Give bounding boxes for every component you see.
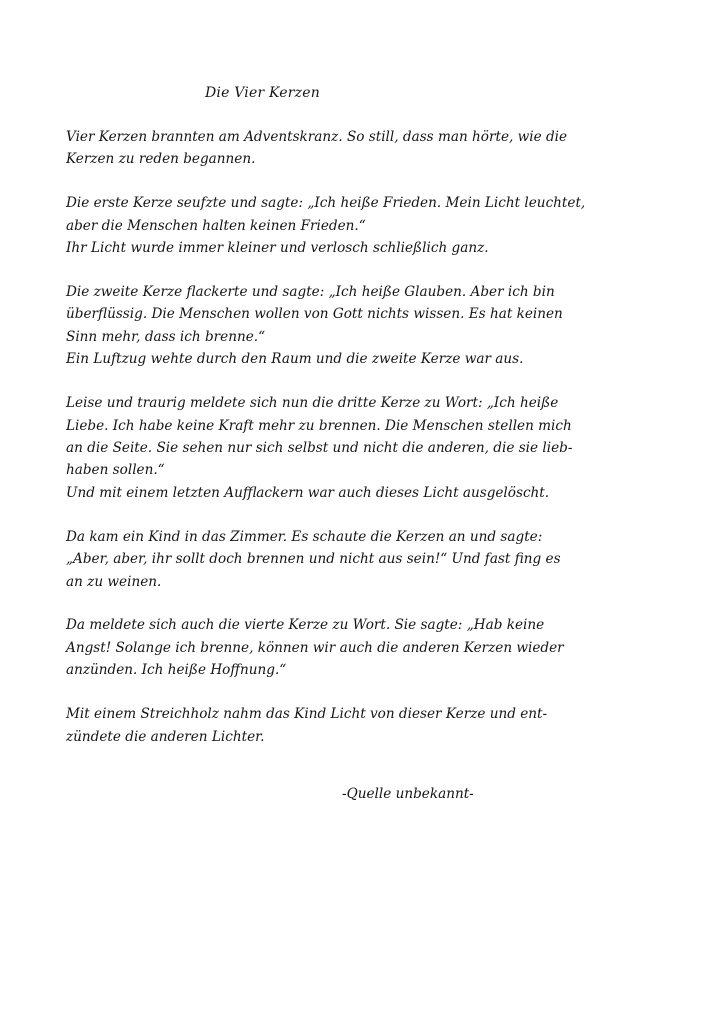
text-line: Leise und traurig meldete sich nun die dritte Kerze zu Wort: „Ich heiße <box>66 395 559 412</box>
text-line: Die zweite Kerze flackerte und sagte: „Ich heiße Glauben. Aber ich bin <box>66 284 555 301</box>
text-line: aber die Menschen halten keinen Frieden.“ <box>66 217 366 234</box>
text-line: Die erste Kerze seufzte und sagte: „Ich heiße Frieden. Mein Licht leuchtet, <box>66 195 586 212</box>
document-body <box>66 126 636 769</box>
text-line: Vier Kerzen brannten am Adventskranz. So still, dass man hörte, wie die <box>66 129 568 145</box>
text-line: Liebe. Ich habe keine Kraft mehr zu brennen. Die Menschen stellen mich <box>66 417 572 434</box>
paragraph <box>66 703 636 748</box>
text-line: Da meldete sich auch die vierte Kerze zu Wort. Sie sagte: „Hab keine <box>66 617 545 634</box>
text-line: Ein Luftzug wehte durch den Raum und die zweite Kerze war aus. <box>66 351 524 368</box>
paragraph <box>66 526 636 593</box>
text-line: Mit einem Streichholz nahm das Kind Licht von dieser Kerze und ent- <box>66 706 548 723</box>
text-line: Angst! Solange ich brenne, können wir auch die anderen Kerzen wieder <box>66 639 564 656</box>
paragraph <box>66 281 636 371</box>
text-line: anzünden. Ich heiße Hoffnung.“ <box>66 662 287 679</box>
text-line: „Aber, aber, ihr sollt doch brennen und nicht aus sein!“ Und fast fing es <box>66 551 561 568</box>
text-line: zündete die anderen Lichter. <box>66 728 265 745</box>
paragraph <box>66 614 636 681</box>
document-title: Die Vier Kerzen <box>205 85 320 101</box>
text-line: an die Seite. Sie sehen nur sich selbst und nicht die anderen, die sie lieb- <box>66 439 573 456</box>
source-attribution: -Quelle unbekannt- <box>342 786 474 802</box>
text-line: haben sollen.“ <box>66 462 165 479</box>
text-line: Und mit einem letzten Aufflackern war auch dieses Licht ausgelöscht. <box>66 484 550 501</box>
text-line: Sinn mehr, dass ich brenne.“ <box>66 328 266 345</box>
paragraph <box>66 126 636 171</box>
text-line: Kerzen zu reden begannen. <box>66 151 256 168</box>
paragraph <box>66 192 636 259</box>
text-line: überflüssig. Die Menschen wollen von Gott nichts wissen. Es hat keinen <box>66 306 563 323</box>
text-line: Ihr Licht wurde immer kleiner und verlosch schließlich ganz. <box>66 240 489 257</box>
paragraph <box>66 392 636 504</box>
text-line: Da kam ein Kind in das Zimmer. Es schaute die Kerzen an und sagte: <box>66 528 543 545</box>
text-line: an zu weinen. <box>66 573 162 590</box>
